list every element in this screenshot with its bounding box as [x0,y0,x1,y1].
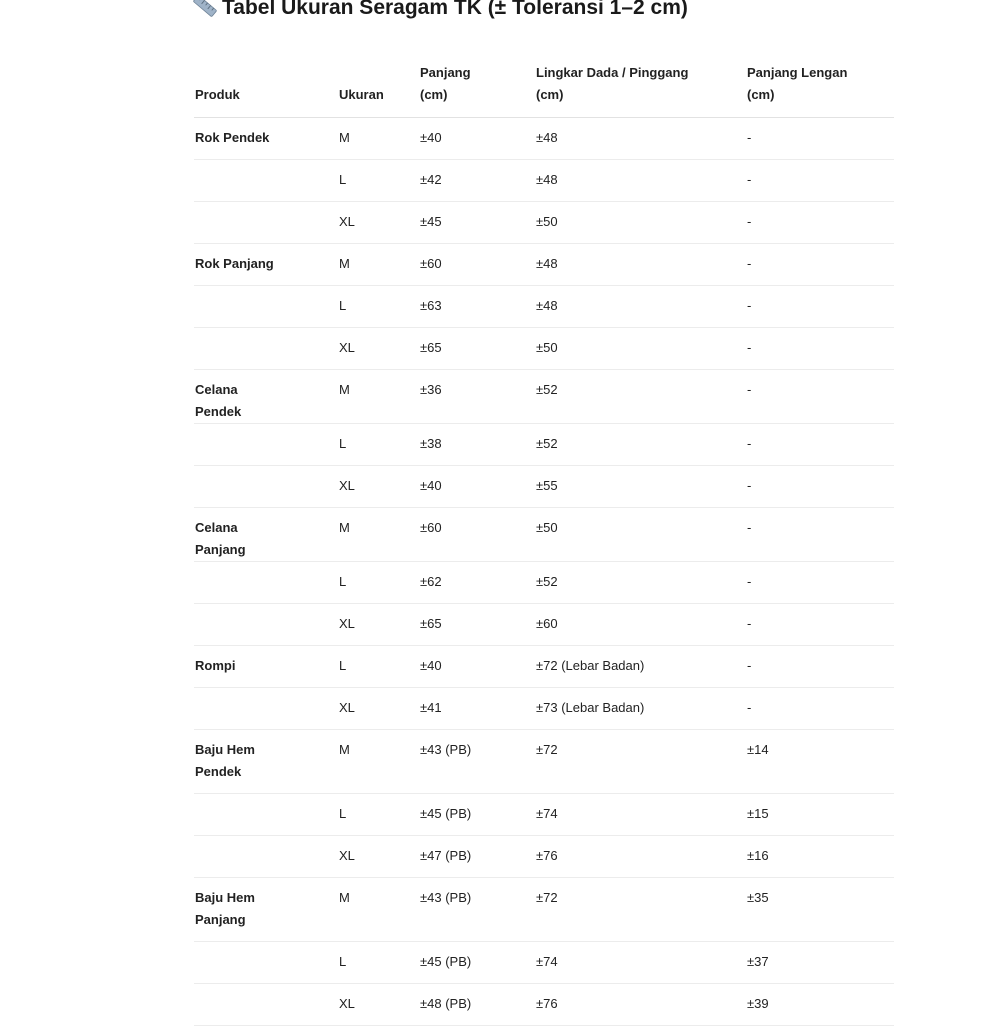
table-row [194,466,894,508]
cell-circumference-text: ±48 [536,160,742,191]
table-body [194,118,894,1026]
cell-product-text [195,984,285,993]
cell-sleeve-length [746,118,894,160]
cell-sleeve-length [746,730,894,794]
cell-size [338,688,419,730]
cell-circumference-text: ±72 (Lebar Badan) [536,646,742,677]
cell-circumference-text: ±55 [536,466,742,497]
cell-size-text: XL [339,466,415,497]
cell-sleeve-length [746,424,894,466]
cell-circumference-text: ±50 [536,202,742,233]
cell-sleeve-length-text: - [747,688,890,719]
table-row [194,878,894,942]
cell-length [419,244,535,286]
cell-sleeve-length [746,836,894,878]
cell-length [419,508,535,562]
cell-length-text: ±65 [420,604,531,635]
cell-length [419,794,535,836]
cell-circumference-text: ±74 [536,794,742,825]
cell-product [194,794,338,836]
cell-sleeve-length [746,688,894,730]
cell-size-text: M [339,244,415,275]
table-row [194,688,894,730]
cell-sleeve-length-text: - [747,286,890,317]
cell-product-text [195,286,285,295]
cell-length [419,984,535,1026]
table-row [194,984,894,1026]
cell-sleeve-length-text: ±15 [747,794,890,825]
cell-length-text: ±60 [420,508,531,539]
cell-size-text: M [339,508,415,539]
cell-size-text: M [339,118,415,149]
cell-product [194,118,338,160]
cell-length [419,286,535,328]
cell-circumference-text: ±73 (Lebar Badan) [536,688,742,719]
cell-sleeve-length-text: - [747,562,890,593]
cell-sleeve-length-text: - [747,328,890,359]
cell-length [419,370,535,424]
cell-product [194,466,338,508]
cell-length-text: ±65 [420,328,531,359]
cell-circumference [535,984,746,1026]
table-row [194,646,894,688]
cell-length-text: ±62 [420,562,531,593]
cell-size [338,836,419,878]
page-title [194,0,688,22]
cell-size [338,794,419,836]
cell-product [194,424,338,466]
cell-size-text: XL [339,984,415,1015]
cell-length [419,328,535,370]
cell-product-text: Celana Panjang [195,508,285,561]
cell-circumference-text: ±52 [536,370,742,401]
cell-circumference [535,286,746,328]
cell-size-text: M [339,878,415,909]
cell-size [338,646,419,688]
cell-sleeve-length-text: ±37 [747,942,890,973]
cell-circumference-text: ±48 [536,118,742,149]
cell-length [419,878,535,942]
cell-size [338,244,419,286]
cell-sleeve-length [746,244,894,286]
cell-length [419,604,535,646]
header-size: Ukuran [338,40,419,118]
cell-sleeve-length-text: ±14 [747,730,890,761]
cell-circumference-text: ±52 [536,424,742,455]
cell-sleeve-length-text: ±39 [747,984,890,1015]
cell-circumference-text: ±48 [536,286,742,317]
cell-circumference [535,424,746,466]
table-row [194,562,894,604]
cell-sleeve-length [746,604,894,646]
cell-size [338,466,419,508]
cell-product [194,286,338,328]
cell-sleeve-length [746,466,894,508]
cell-product [194,370,338,424]
cell-length [419,118,535,160]
cell-product-text [195,688,285,697]
cell-length-text: ±63 [420,286,531,317]
cell-product-text [195,160,285,169]
cell-product-text [195,604,285,613]
cell-circumference [535,836,746,878]
table-row [194,942,894,984]
cell-sleeve-length-text: - [747,160,890,191]
cell-circumference-text: ±50 [536,508,742,539]
cell-sleeve-length [746,984,894,1026]
cell-product [194,942,338,984]
cell-sleeve-length [746,202,894,244]
table-row [194,118,894,160]
cell-circumference-text: ±60 [536,604,742,635]
ruler-icon [194,0,216,17]
cell-length-text: ±41 [420,688,531,719]
cell-size-text: L [339,942,415,973]
cell-circumference [535,370,746,424]
cell-circumference [535,878,746,942]
cell-circumference-text: ±72 [536,878,742,909]
cell-length [419,942,535,984]
cell-circumference-text: ±76 [536,836,742,867]
cell-size [338,562,419,604]
cell-product-text [195,794,285,803]
cell-size [338,328,419,370]
cell-length-text: ±43 (PB) [420,878,531,909]
cell-size [338,508,419,562]
cell-size-text: XL [339,836,415,867]
cell-size [338,604,419,646]
cell-sleeve-length [746,878,894,942]
cell-circumference-text: ±52 [536,562,742,593]
cell-circumference-text: ±48 [536,244,742,275]
table-row [194,286,894,328]
cell-sleeve-length-text: - [747,202,890,233]
cell-length-text: ±40 [420,466,531,497]
cell-length-text: ±48 (PB) [420,984,531,1015]
table-row [194,508,894,562]
cell-product-text [195,424,285,433]
cell-circumference [535,794,746,836]
cell-length [419,730,535,794]
table-row [194,370,894,424]
cell-product [194,244,338,286]
cell-length-text: ±36 [420,370,531,401]
cell-circumference [535,646,746,688]
cell-sleeve-length [746,942,894,984]
header-circumference: Lingkar Dada / Pinggang (cm) [535,40,746,118]
cell-sleeve-length-text: - [747,646,890,677]
cell-size-text: L [339,424,415,455]
cell-length [419,466,535,508]
cell-sleeve-length-text: - [747,370,890,401]
cell-size [338,202,419,244]
cell-circumference [535,118,746,160]
cell-product [194,646,338,688]
cell-sleeve-length-text: - [747,118,890,149]
cell-circumference-text: ±50 [536,328,742,359]
header-product: Produk [194,40,338,118]
cell-size [338,942,419,984]
cell-product-text: Baju Hem Pendek [195,730,285,783]
cell-length-text: ±45 (PB) [420,942,531,973]
page-title-text: Tabel Ukuran Seragam TK (± Toleransi 1–2 cm) [222,0,688,19]
cell-circumference [535,688,746,730]
header-sleeve-length: Panjang Lengan (cm) [746,40,894,118]
table-row [194,794,894,836]
cell-product [194,508,338,562]
cell-length-text: ±60 [420,244,531,275]
cell-product-text [195,942,285,951]
cell-size [338,286,419,328]
size-table-viewport[interactable] [194,40,825,1000]
cell-product-text [195,836,285,845]
cell-length-text: ±38 [420,424,531,455]
cell-sleeve-length-text: - [747,604,890,635]
cell-product [194,730,338,794]
cell-product-text [195,562,285,571]
table-row [194,730,894,794]
cell-size-text: M [339,370,415,401]
table-row [194,604,894,646]
cell-length-text: ±47 (PB) [420,836,531,867]
cell-sleeve-length-text: - [747,508,890,539]
cell-product-text: Rompi [195,646,285,677]
cell-length [419,836,535,878]
cell-circumference [535,328,746,370]
cell-size-text: XL [339,688,415,719]
cell-sleeve-length-text: ±16 [747,836,890,867]
cell-product-text: Rok Panjang [195,244,285,275]
table-header-row [194,40,894,118]
cell-length-text: ±42 [420,160,531,191]
cell-length [419,688,535,730]
cell-product-text: Baju Hem Panjang [195,878,285,931]
cell-sleeve-length-text: ±35 [747,878,890,909]
cell-sleeve-length [746,562,894,604]
cell-circumference-text: ±76 [536,984,742,1015]
table-row [194,244,894,286]
cell-circumference [535,942,746,984]
cell-product [194,160,338,202]
cell-size-text: L [339,562,415,593]
cell-circumference [535,202,746,244]
cell-sleeve-length-text: - [747,244,890,275]
cell-product [194,984,338,1026]
cell-circumference-text: ±72 [536,730,742,761]
table-row [194,160,894,202]
cell-size [338,160,419,202]
cell-length [419,202,535,244]
cell-sleeve-length [746,328,894,370]
table-row [194,328,894,370]
cell-length [419,160,535,202]
cell-sleeve-length-text: - [747,424,890,455]
cell-product [194,836,338,878]
cell-length [419,424,535,466]
cell-circumference [535,562,746,604]
cell-size-text: M [339,730,415,761]
cell-circumference [535,508,746,562]
cell-size-text: L [339,794,415,825]
cell-product-text [195,202,285,211]
table-row [194,202,894,244]
cell-circumference [535,244,746,286]
size-table [194,40,894,1026]
cell-circumference-text: ±74 [536,942,742,973]
cell-circumference [535,730,746,794]
cell-product [194,562,338,604]
cell-product-text: Rok Pendek [195,118,285,149]
cell-sleeve-length [746,508,894,562]
cell-product [194,604,338,646]
cell-length-text: ±40 [420,646,531,677]
cell-size-text: XL [339,328,415,359]
cell-sleeve-length [746,794,894,836]
cell-size [338,984,419,1026]
cell-length [419,562,535,604]
cell-length-text: ±40 [420,118,531,149]
cell-size [338,730,419,794]
header-length: Panjang (cm) [419,40,535,118]
cell-length [419,646,535,688]
cell-sleeve-length-text: - [747,466,890,497]
cell-sleeve-length [746,160,894,202]
cell-sleeve-length [746,370,894,424]
cell-size-text: L [339,286,415,317]
cell-product [194,878,338,942]
cell-product [194,688,338,730]
cell-product-text [195,328,285,337]
cell-size-text: XL [339,604,415,635]
table-row [194,424,894,466]
cell-product [194,202,338,244]
cell-circumference [535,604,746,646]
cell-size-text: XL [339,202,415,233]
cell-size [338,878,419,942]
cell-size [338,424,419,466]
cell-circumference [535,466,746,508]
cell-product-text [195,466,285,475]
cell-size [338,370,419,424]
cell-circumference [535,160,746,202]
cell-product [194,328,338,370]
cell-length-text: ±43 (PB) [420,730,531,761]
cell-sleeve-length [746,646,894,688]
cell-sleeve-length [746,286,894,328]
cell-size-text: L [339,160,415,191]
cell-size [338,118,419,160]
cell-size-text: L [339,646,415,677]
cell-length-text: ±45 [420,202,531,233]
cell-product-text: Celana Pendek [195,370,285,423]
table-row [194,836,894,878]
cell-length-text: ±45 (PB) [420,794,531,825]
